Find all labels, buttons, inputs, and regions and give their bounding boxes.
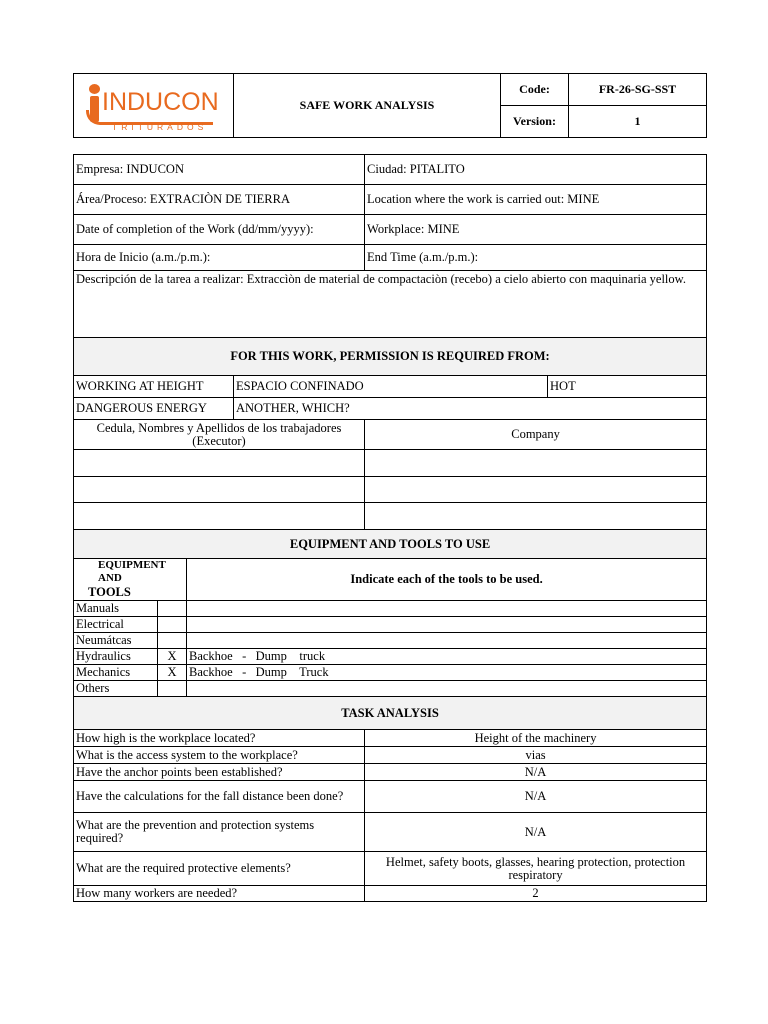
- task-description-field[interactable]: Descripción de la tarea a realizar: Extraccìòn de material de compactaciòn (recebo) a cielo abierto con maquinaria yellow.: [74, 271, 707, 338]
- equipment-tools[interactable]: Backhoe - Dump Truck: [187, 665, 707, 681]
- logo-subtext: TRITURADOS: [112, 121, 208, 132]
- equipment-mark[interactable]: X: [158, 649, 187, 665]
- form-header: [73, 73, 707, 138]
- worker-name-cell[interactable]: [74, 450, 365, 477]
- equipment-instructions: Indicate each of the tools to be used.: [187, 559, 707, 601]
- equipment-tools[interactable]: [187, 601, 707, 617]
- task-question: How many workers are needed?: [74, 886, 365, 902]
- task-answer[interactable]: 2: [365, 886, 707, 902]
- worker-name-cell[interactable]: [74, 503, 365, 530]
- worker-company-cell[interactable]: [365, 450, 707, 477]
- task-answer[interactable]: N/A: [365, 764, 707, 781]
- equipment-mark[interactable]: [158, 633, 187, 649]
- location-field[interactable]: Location where the work is carried out: MINE: [365, 185, 707, 215]
- equipment-type: Electrical: [74, 617, 158, 633]
- permission-dangerous-energy[interactable]: DANGEROUS ENERGY: [74, 398, 234, 420]
- task-question: What is the access system to the workplace?: [74, 747, 365, 764]
- equipment-tools[interactable]: [187, 633, 707, 649]
- equipment-tools[interactable]: [187, 617, 707, 633]
- equipment-mark[interactable]: X: [158, 665, 187, 681]
- equipment-tools[interactable]: [187, 681, 707, 697]
- task-question: What are the required protective elements?: [74, 852, 365, 886]
- equipment-type: Hydraulics: [74, 649, 158, 665]
- inducon-logo: [84, 78, 224, 134]
- equipment-label-cell: [74, 559, 187, 601]
- equipment-label-line2: TOOLS: [88, 585, 131, 599]
- task-analysis-heading: TASK ANALYSIS: [74, 697, 707, 730]
- task-answer[interactable]: Helmet, safety boots, glasses, hearing protection, protection respiratory: [365, 852, 707, 886]
- version-label: Version:: [501, 106, 569, 138]
- task-answer[interactable]: Height of the machinery: [365, 730, 707, 747]
- form-title: SAFE WORK ANALYSIS: [234, 74, 501, 138]
- work-analysis-form: [73, 154, 707, 902]
- workers-column-header: Cedula, Nombres y Apellidos de los trabajadores (Executor): [74, 420, 365, 450]
- equipment-tools[interactable]: Backhoe - Dump truck: [187, 649, 707, 665]
- equipment-type: Others: [74, 681, 158, 697]
- empresa-field[interactable]: Empresa: INDUCON: [74, 155, 365, 185]
- task-question: Have the calculations for the fall distance been done?: [74, 781, 365, 813]
- ciudad-field[interactable]: Ciudad: PITALITO: [365, 155, 707, 185]
- logo-cell: [74, 74, 234, 138]
- permission-working-at-height[interactable]: WORKING AT HEIGHT: [74, 376, 234, 398]
- company-column-header: Company: [365, 420, 707, 450]
- task-question: Have the anchor points been established?: [74, 764, 365, 781]
- task-answer[interactable]: N/A: [365, 813, 707, 852]
- equipment-mark[interactable]: [158, 601, 187, 617]
- permission-heading: FOR THIS WORK, PERMISSION IS REQUIRED FROM:: [74, 338, 707, 376]
- task-question: What are the prevention and protection systems required?: [74, 813, 365, 852]
- logo-text: INDUCON: [102, 87, 219, 116]
- equipment-label-line1: EQUIPMENT AND: [98, 559, 166, 584]
- permission-confined-space[interactable]: ESPACIO CONFINADO: [234, 376, 548, 398]
- version-value: 1: [569, 106, 707, 138]
- worker-company-cell[interactable]: [365, 503, 707, 530]
- task-answer[interactable]: vias: [365, 747, 707, 764]
- area-field[interactable]: Área/Proceso: EXTRACIÒN DE TIERRA: [74, 185, 365, 215]
- task-answer[interactable]: N/A: [365, 781, 707, 813]
- equipment-mark[interactable]: [158, 617, 187, 633]
- date-field[interactable]: Date of completion of the Work (dd/mm/yyyy):: [74, 215, 365, 245]
- permission-hot[interactable]: HOT: [548, 376, 707, 398]
- permission-another[interactable]: ANOTHER, WHICH?: [234, 398, 707, 420]
- end-time-field[interactable]: End Time (a.m./p.m.):: [365, 245, 707, 271]
- workplace-field[interactable]: Workplace: MINE: [365, 215, 707, 245]
- code-label: Code:: [501, 74, 569, 106]
- equipment-type: Neumátcas: [74, 633, 158, 649]
- worker-company-cell[interactable]: [365, 477, 707, 503]
- code-value: FR-26-SG-SST: [569, 74, 707, 106]
- equipment-type: Manuals: [74, 601, 158, 617]
- start-time-field[interactable]: Hora de Inicio (a.m./p.m.):: [74, 245, 365, 271]
- equipment-mark[interactable]: [158, 681, 187, 697]
- equipment-type: Mechanics: [74, 665, 158, 681]
- task-question: How high is the workplace located?: [74, 730, 365, 747]
- worker-name-cell[interactable]: [74, 477, 365, 503]
- equipment-heading: EQUIPMENT AND TOOLS TO USE: [74, 530, 707, 559]
